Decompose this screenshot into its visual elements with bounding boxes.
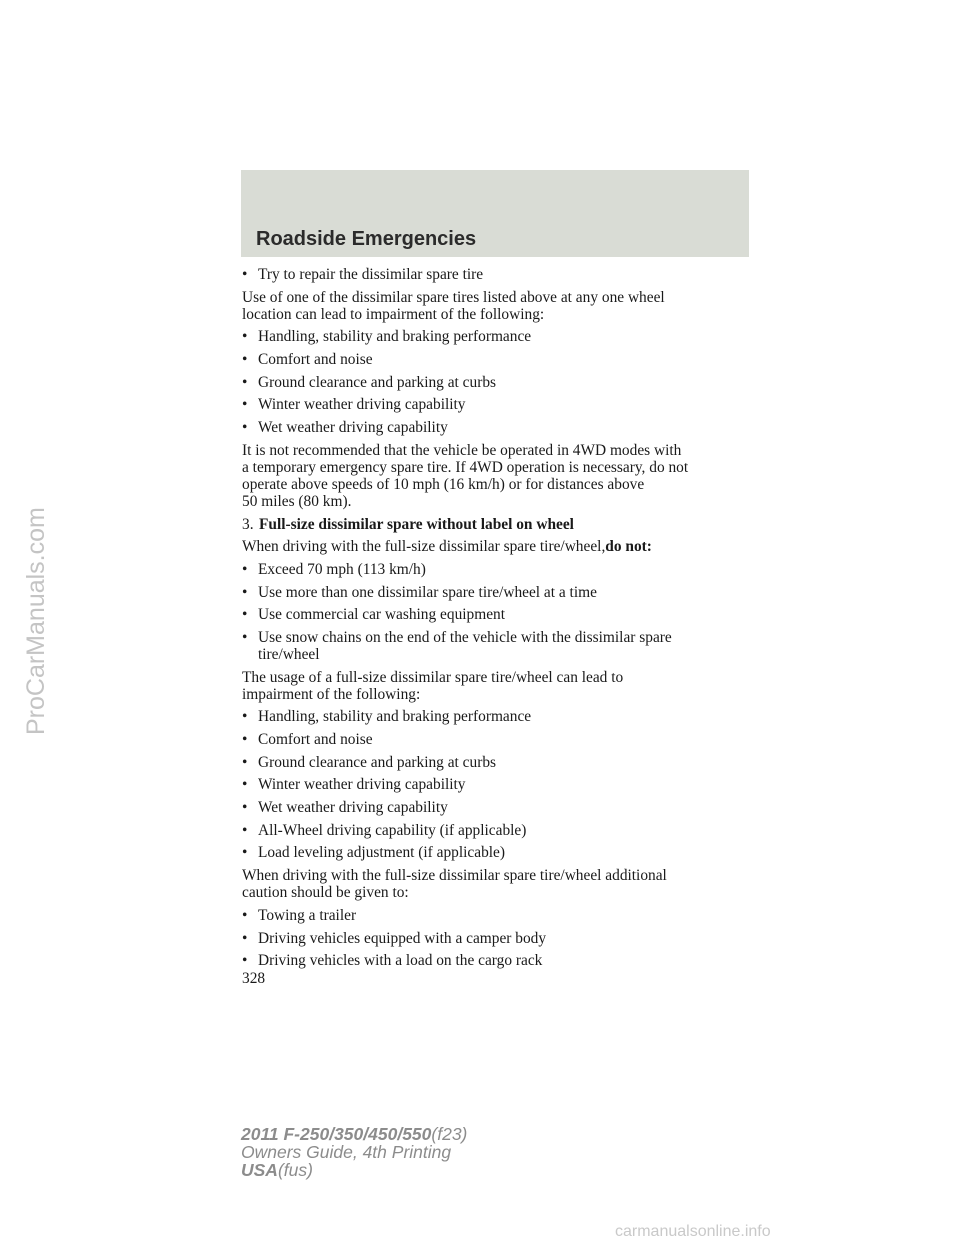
bullet-item (242, 629, 752, 663)
item-text: Use commercial car washing equipment (258, 606, 506, 624)
bullet-marker: • (242, 708, 248, 726)
paragraph-text: When driving with the full-size dissimilar spare tire/wheel additional caution should be given to: (242, 867, 667, 902)
item-text: Handling, stability and braking performance (258, 708, 532, 726)
item-text: Wet weather driving capability (258, 419, 448, 437)
item-text: Comfort and noise (258, 731, 373, 748)
bullet-item (242, 584, 752, 601)
footer-line-model (241, 1125, 467, 1143)
item-text: Ground clearance and parking at curbs (258, 753, 497, 771)
item-text: Winter weather driving capability (258, 776, 466, 794)
item-text: Try to repair the dissimilar spare tire (258, 266, 484, 283)
footer (241, 1125, 467, 1179)
item-text: Use more than one dissimilar spare tire/wheel at a time (258, 583, 597, 601)
bullet-item (242, 776, 752, 793)
bullet-marker: • (242, 351, 248, 369)
paragraph-text: When driving with the full-size dissimilar spare tire/wheel, (242, 538, 606, 556)
paragraph (242, 289, 752, 323)
item-text: Winter weather driving capability (258, 396, 466, 414)
bullet-marker: • (242, 821, 248, 839)
bullet-item (242, 952, 752, 969)
bullet-marker: • (242, 328, 248, 346)
bullet-marker: • (242, 560, 248, 578)
page-body (242, 266, 752, 975)
item-text: Driving vehicles equipped with a camper body (258, 929, 547, 947)
item-text: Handling, stability and braking performance (258, 328, 532, 346)
paragraph (242, 867, 752, 901)
bullet-item (242, 708, 752, 725)
item-number: 3. (242, 515, 254, 533)
bullet-marker: • (242, 731, 248, 748)
section-title: Roadside Emergencies (256, 228, 477, 250)
bullet-item (242, 844, 752, 861)
item-text: Ground clearance and parking at curbs (258, 373, 497, 391)
bullet-item (242, 419, 752, 436)
paragraph-text: The usage of a full-size dissimilar spare tire/wheel can lead to impairment of the following: (242, 668, 624, 703)
bullet-marker: • (242, 753, 248, 771)
emphasis-text: do not: (605, 538, 652, 556)
bullet-marker: • (242, 606, 248, 624)
footer-model-code: (f23) (431, 1124, 468, 1144)
paragraph (242, 669, 752, 703)
paragraph (242, 442, 752, 510)
bullet-marker: • (242, 583, 248, 601)
bullet-item (242, 907, 752, 924)
item-text: Comfort and noise (258, 351, 373, 369)
bullet-item (242, 822, 752, 839)
bottom-watermark-logo: carmanualsonline.info (615, 1223, 771, 1240)
bullet-item (242, 266, 752, 283)
bullet-marker: • (242, 396, 248, 414)
bullet-marker: • (242, 799, 248, 817)
numbered-heading (242, 516, 752, 533)
bullet-marker: • (242, 844, 248, 862)
bullet-marker: • (242, 373, 248, 391)
footer-printing: Owners Guide, 4th Printing (241, 1142, 452, 1162)
footer-region: USA (241, 1160, 278, 1180)
bullet-item (242, 396, 752, 413)
bullet-item (242, 561, 752, 578)
bullet-item (242, 930, 752, 947)
item-text: Load leveling adjustment (if applicable) (258, 844, 506, 862)
bullet-marker: • (242, 419, 248, 437)
bullet-item (242, 799, 752, 816)
footer-model: 2011 F-250/350/450/550 (241, 1124, 432, 1144)
page-number: 328 (242, 970, 266, 987)
item-text: Exceed 70 mph (113 km/h) (258, 560, 426, 578)
bullet-marker: • (242, 776, 248, 794)
bullet-marker: • (242, 628, 248, 646)
paragraph-text: It is not recommended that the vehicle be operated in 4WD modes with a temporary emergency spare tire. If 4WD operation is necessary, do not operate above speeds of 10 mph (16 km/h) or for distances above 50 miles (80 km). (242, 441, 689, 510)
section-header-band (241, 170, 749, 257)
footer-line-region (241, 1161, 467, 1179)
paragraph (242, 538, 752, 555)
bullet-marker: • (242, 266, 248, 283)
bullet-item (242, 328, 752, 345)
item-text: All-Wheel driving capability (if applicable) (258, 821, 527, 839)
item-text: Driving vehicles with a load on the cargo rack (258, 952, 543, 970)
bullet-item (242, 351, 752, 368)
item-text: Wet weather driving capability (258, 799, 448, 817)
item-text: Use snow chains on the end of the vehicle with the dissimilar spare tire/wheel (258, 628, 672, 663)
item-text: Full-size dissimilar spare without label on wheel (259, 515, 574, 533)
bullet-marker: • (242, 952, 248, 970)
bullet-marker: • (242, 929, 248, 947)
bullet-item (242, 374, 752, 391)
watermark-text: ProCarManuals.com (22, 507, 50, 735)
bullet-item (242, 606, 752, 623)
bullet-item (242, 754, 752, 771)
bullet-item (242, 731, 752, 748)
item-text: Towing a trailer (258, 906, 357, 924)
footer-region-code: (fus) (277, 1160, 313, 1180)
paragraph-text: Use of one of the dissimilar spare tires listed above at any one wheel location can lead to impairment of the following: (242, 288, 665, 323)
bullet-marker: • (242, 906, 248, 924)
